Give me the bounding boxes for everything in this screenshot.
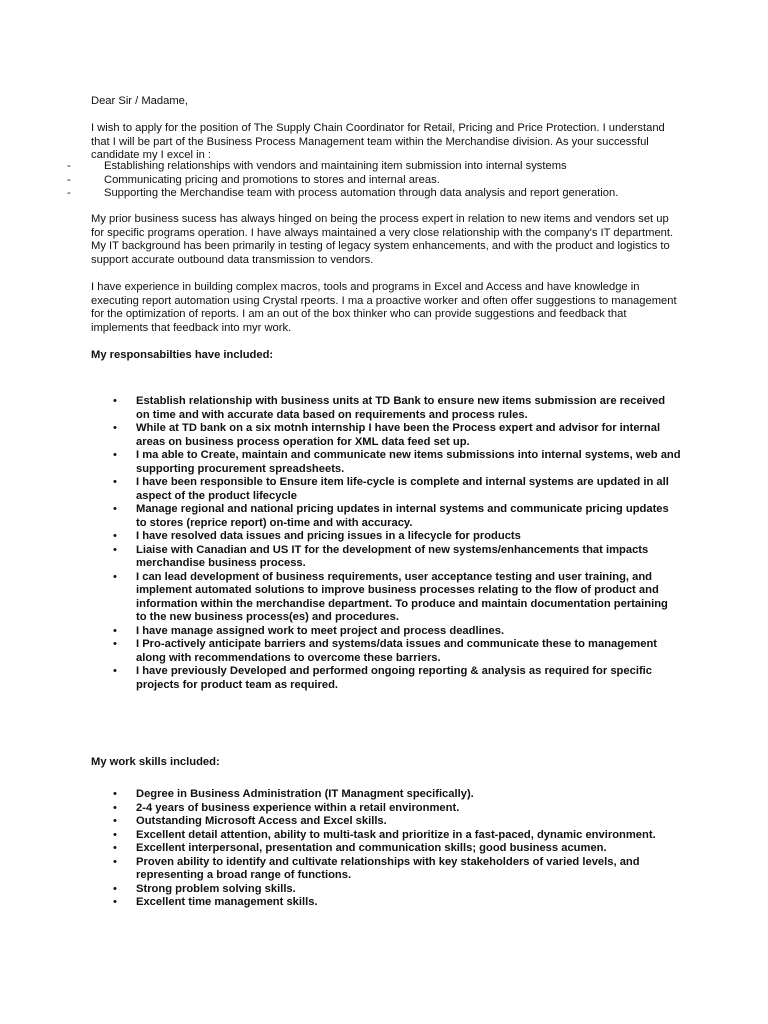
intro-paragraph: I wish to apply for the position of The Supply Chain Coordinator for Retail, Pricing and Price Protection. I understand that I will be part of the Business Process Management team within the Merchandise division. As your successful candidate my I excel in : (91, 122, 665, 161)
bullet-marker: • (113, 570, 117, 583)
skills-list (91, 788, 681, 910)
bullet-marker: • (113, 828, 117, 841)
bullet-marker: • (113, 530, 117, 542)
list-item: • I have been responsible to Ensure item life-cycle is complete and internal systems are updated in all aspect of the product lifecycle (113, 476, 669, 502)
list-item: • I have resolved data issues and pricing issues in a lifecycle for products (113, 530, 521, 542)
dash-marker: - (67, 173, 71, 186)
bullet-marker: • (113, 422, 117, 434)
list-item: • Proven ability to identify and cultivate relationships with key stakeholders of varied levels, and representing a broad range of functions. (113, 855, 640, 881)
bullet-marker: • (113, 896, 117, 908)
list-item: • Manage regional and national pricing updates in internal systems and communicate pricing updates to stores (reprice report) on-time and with accuracy. (113, 503, 669, 529)
bullet-marker: • (113, 624, 117, 637)
list-item: - Establishing relationships with vendors and maintaining item submission into internal systems (67, 160, 567, 172)
bullet-marker: • (113, 638, 117, 650)
list-item: • I have previously Developed and performed ongoing reporting & analysis as required for specific projects for product team as required. (113, 665, 652, 691)
list-item: • Establish relationship with business units at TD Bank to ensure new items submission are received on time and with accurate data based on requirements and process rules. (113, 395, 666, 421)
list-item: • I Pro-actively anticipate barriers and systems/data issues and communicate these to management along with recommendations to overcome these barriers. (113, 638, 658, 664)
list-item: • Excellent detail attention, ability to multi-task and prioritize in a fast-paced, dynamic environment. (113, 828, 656, 841)
bullet-marker: • (113, 842, 117, 854)
list-item: • Liaise with Canadian and US IT for the development of new systems/enhancements that impacts merchandise business process. (113, 543, 649, 569)
bullet-marker: • (113, 395, 117, 407)
list-item: • Outstanding Microsoft Access and Excel skills. (113, 815, 387, 827)
bullet-marker: • (113, 788, 117, 800)
responsibilities-heading: My responsabilties have included: (91, 349, 274, 361)
bullet-marker: • (113, 503, 117, 515)
list-item: • I have manage assigned work to meet project and process deadlines. (113, 624, 505, 637)
greeting: Dear Sir / Madame, (91, 95, 188, 107)
dash-marker: - (67, 187, 71, 199)
list-item: • I can lead development of business requirements, user acceptance testing and user training, and implement automated solutions to improve business processes relating to the flow of product and information within the merchandise department. To produce and maintain documentation pertaining to the new business process(es) and procedures. (113, 570, 668, 623)
list-item: • Degree in Business Administration (IT Managment specifically). (113, 788, 474, 800)
bullet-marker: • (113, 665, 117, 677)
bullet-marker: • (113, 449, 117, 461)
list-item: • Excellent interpersonal, presentation and communication skills; good business acumen. (113, 842, 607, 854)
list-item: - Supporting the Merchandise team with process automation through data analysis and report generation. (67, 187, 619, 199)
list-item: - Communicating pricing and promotions to stores and internal areas. (67, 173, 440, 186)
bullet-marker: • (113, 855, 117, 868)
bullet-marker: • (113, 882, 117, 895)
list-item: • 2-4 years of business experience within a retail environment. (113, 801, 460, 814)
bullet-marker: • (113, 801, 117, 814)
skills-heading: My work skills included: (91, 756, 220, 768)
excel-list (67, 160, 687, 201)
responsibilities-list (91, 395, 681, 692)
list-item: • I ma able to Create, maintain and communicate new items submissions into internal systems, web and supporting procurement spreadsheets. (113, 449, 681, 475)
dash-marker: - (67, 160, 71, 172)
list-item: • Excellent time management skills. (113, 896, 318, 908)
bullet-marker: • (113, 815, 117, 827)
bullet-marker: • (113, 543, 117, 556)
list-item: • Strong problem solving skills. (113, 882, 296, 895)
list-item: • While at TD bank on a six motnh internship I have been the Process expert and advisor for internal areas on business process operation for XML data feed set up. (113, 422, 661, 448)
bullet-marker: • (113, 476, 117, 488)
skills-paragraph: I have experience in building complex macros, tools and programs in Excel and Access and have knowledge in executing report automation using Crystal rpeorts. I ma a proactive worker and often offer suggestions to management for the optimization of reports. I am an out of the box thinker who can provide suggestions and feedback that implements that feedback into myr work. (91, 281, 677, 334)
experience-paragraph: My prior business sucess has always hinged on being the process expert in relation to new items and vendors set up for specific programs operation. I have always maintained a very close relationship with the company's IT department. My IT background has been primarily in testing of legacy system enhancements, and with the product and logistics to support accurate outbound data transmission to vendors. (91, 213, 674, 266)
